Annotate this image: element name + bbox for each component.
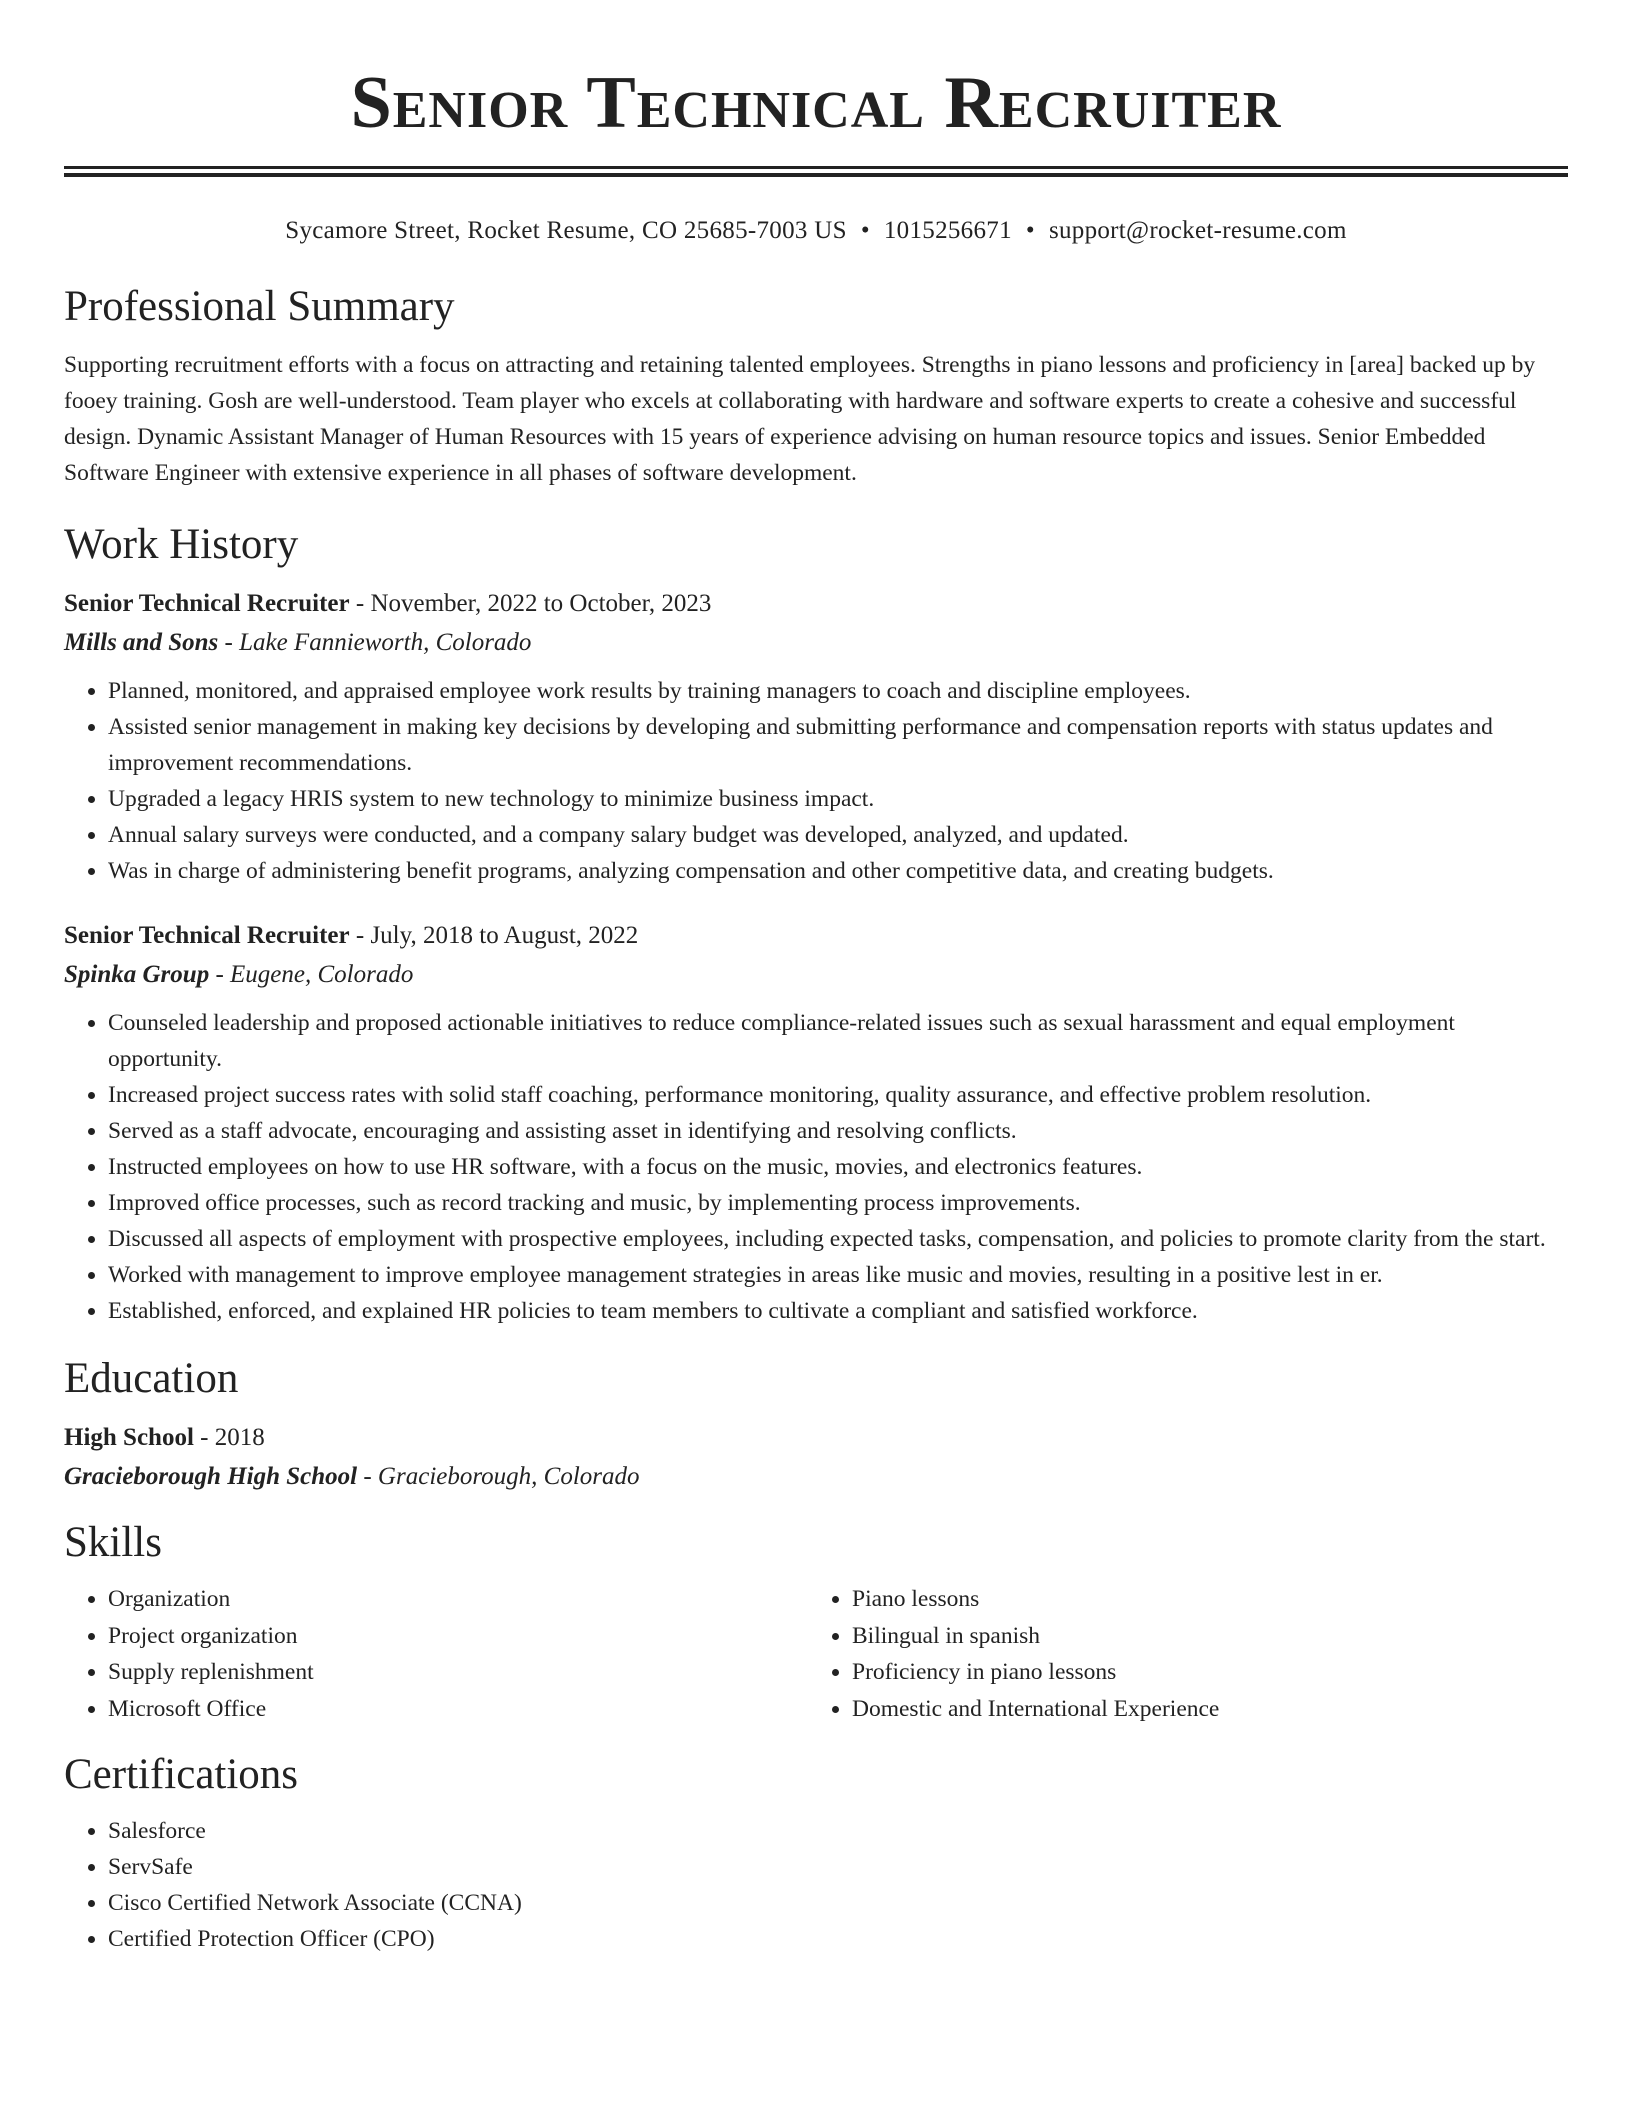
job-employer (64, 623, 1568, 663)
certification-item: • Cisco Certified Network Associate (CCNA) (108, 1885, 1568, 1921)
job-entry (64, 917, 1568, 1329)
job-bullet: • Annual salary surveys were conducted, and a company salary budget was developed, analyzed, and updated. (108, 817, 1568, 853)
job-bullets (64, 1005, 1568, 1329)
job-bullet: • Instructed employees on how to use HR software, with a focus on the music, movies, and electronics features. (108, 1149, 1568, 1185)
education-year: - 2018 (193, 1424, 265, 1451)
job-bullet: • Established, enforced, and explained HR policies to team members to cultivate a compliant and satisfied workforce. (108, 1293, 1568, 1329)
work-history-title: Work History (64, 521, 299, 568)
skills-column-left (64, 1581, 808, 1727)
education-degree: High School (64, 1424, 194, 1451)
job-company: Mills and Sons (64, 629, 219, 656)
education-title: Education (64, 1355, 239, 1402)
education-heading (64, 1419, 1568, 1457)
skills-list (64, 1581, 808, 1727)
certification-item: • Certified Protection Officer (CPO) (108, 1921, 1568, 1957)
job-dates: - July, 2018 to August, 2022 (349, 922, 639, 949)
job-employer (64, 955, 1568, 995)
job-location: - Lake Fannieworth, Colorado (218, 629, 532, 656)
summary-section (64, 279, 1568, 491)
job-heading (64, 585, 1568, 623)
job-company: Spinka Group (64, 961, 210, 988)
job-bullet: • Assisted senior management in making key decisions by developing and submitting performance and compensation reports with status updates and improvement recommendations. (108, 709, 1568, 781)
education-location: - Gracieborough, Colorado (357, 1463, 640, 1490)
education-school: Gracieborough High School (64, 1463, 358, 1490)
job-bullet: • Served as a staff advocate, encouraging and assisting asset in identifying and resolving conflicts. (108, 1113, 1568, 1149)
job-bullet: • Worked with management to improve employee management strategies in areas like music and movies, resulting in a positive lest in er. (108, 1257, 1568, 1293)
certifications-title: Certifications (64, 1751, 299, 1798)
resume-name: Senior Technical Recruiter (350, 62, 1282, 144)
skill-item: • Organization (108, 1581, 808, 1618)
education-section (64, 1351, 1568, 1497)
summary-text: Supporting recruitment efforts with a focus on attracting and retaining talented employees. Strengths in piano lessons and proficiency in [area] backed up by fooey training. Gosh are well-understood. Team player who excels at collaborating with hardware and software experts to create a cohesive and successful design. Dynamic Assistant Manager of Human Resources with 15 years of experience advising on human resource topics and issues. Senior Embedded Software Engineer with extensive experience in all phases of software development. (64, 352, 1536, 486)
skills-column-right (808, 1581, 1219, 1727)
contact-separator: • (1025, 217, 1035, 244)
skill-item: • Bilingual in spanish (852, 1618, 1219, 1655)
skill-item: • Domestic and International Experience (852, 1691, 1219, 1728)
job-role: Senior Technical Recruiter (64, 922, 350, 949)
header-double-rule (64, 166, 1568, 177)
job-bullets (64, 673, 1568, 889)
job-bullet: • Improved office processes, such as record tracking and music, by implementing process improvements. (108, 1185, 1568, 1221)
job-role: Senior Technical Recruiter (64, 590, 350, 617)
contact-phone: 1015256671 (883, 217, 1012, 244)
skills-section (64, 1515, 1568, 1727)
contact-line (64, 213, 1568, 249)
skill-item: • Proficiency in piano lessons (852, 1654, 1219, 1691)
job-dates: - November, 2022 to October, 2023 (349, 590, 712, 617)
certification-item: • Salesforce (108, 1813, 1568, 1849)
job-location: - Eugene, Colorado (209, 961, 414, 988)
skill-item: • Project organization (108, 1618, 808, 1655)
contact-email: support@rocket-resume.com (1048, 217, 1347, 244)
job-bullet: • Increased project success rates with solid staff coaching, performance monitoring, quality assurance, and effective problem resolution. (108, 1077, 1568, 1113)
certification-item: • ServSafe (108, 1849, 1568, 1885)
job-bullet: • Discussed all aspects of employment with prospective employees, including expected tasks, compensation, and policies to promote clarity from the start. (108, 1221, 1568, 1257)
certifications-section (64, 1747, 1568, 1957)
education-school-line (64, 1457, 1568, 1497)
job-bullet: • Planned, monitored, and appraised employee work results by training managers to coach and discipline employees. (108, 673, 1568, 709)
job-entry (64, 585, 1568, 889)
contact-address: Sycamore Street, Rocket Resume, CO 25685-7003 US (285, 217, 847, 244)
job-bullet: • Counseled leadership and proposed actionable initiatives to reduce compliance-related issues such as sexual harassment and equal employment opportunity. (108, 1005, 1568, 1077)
skill-item: • Microsoft Office (108, 1691, 808, 1728)
skills-title: Skills (64, 1519, 162, 1566)
skills-list (808, 1581, 1219, 1727)
job-bullet: • Upgraded a legacy HRIS system to new technology to minimize business impact. (108, 781, 1568, 817)
contact-separator: • (860, 217, 870, 244)
work-history-section (64, 517, 1568, 1329)
skill-item: • Piano lessons (852, 1581, 1219, 1618)
summary-title: Professional Summary (64, 283, 455, 330)
skills-columns (64, 1581, 1568, 1727)
certifications-list (64, 1813, 1568, 1957)
job-bullet: • Was in charge of administering benefit programs, analyzing compensation and other competitive data, and creating budgets. (108, 853, 1568, 889)
job-heading (64, 917, 1568, 955)
skill-item: • Supply replenishment (108, 1654, 808, 1691)
